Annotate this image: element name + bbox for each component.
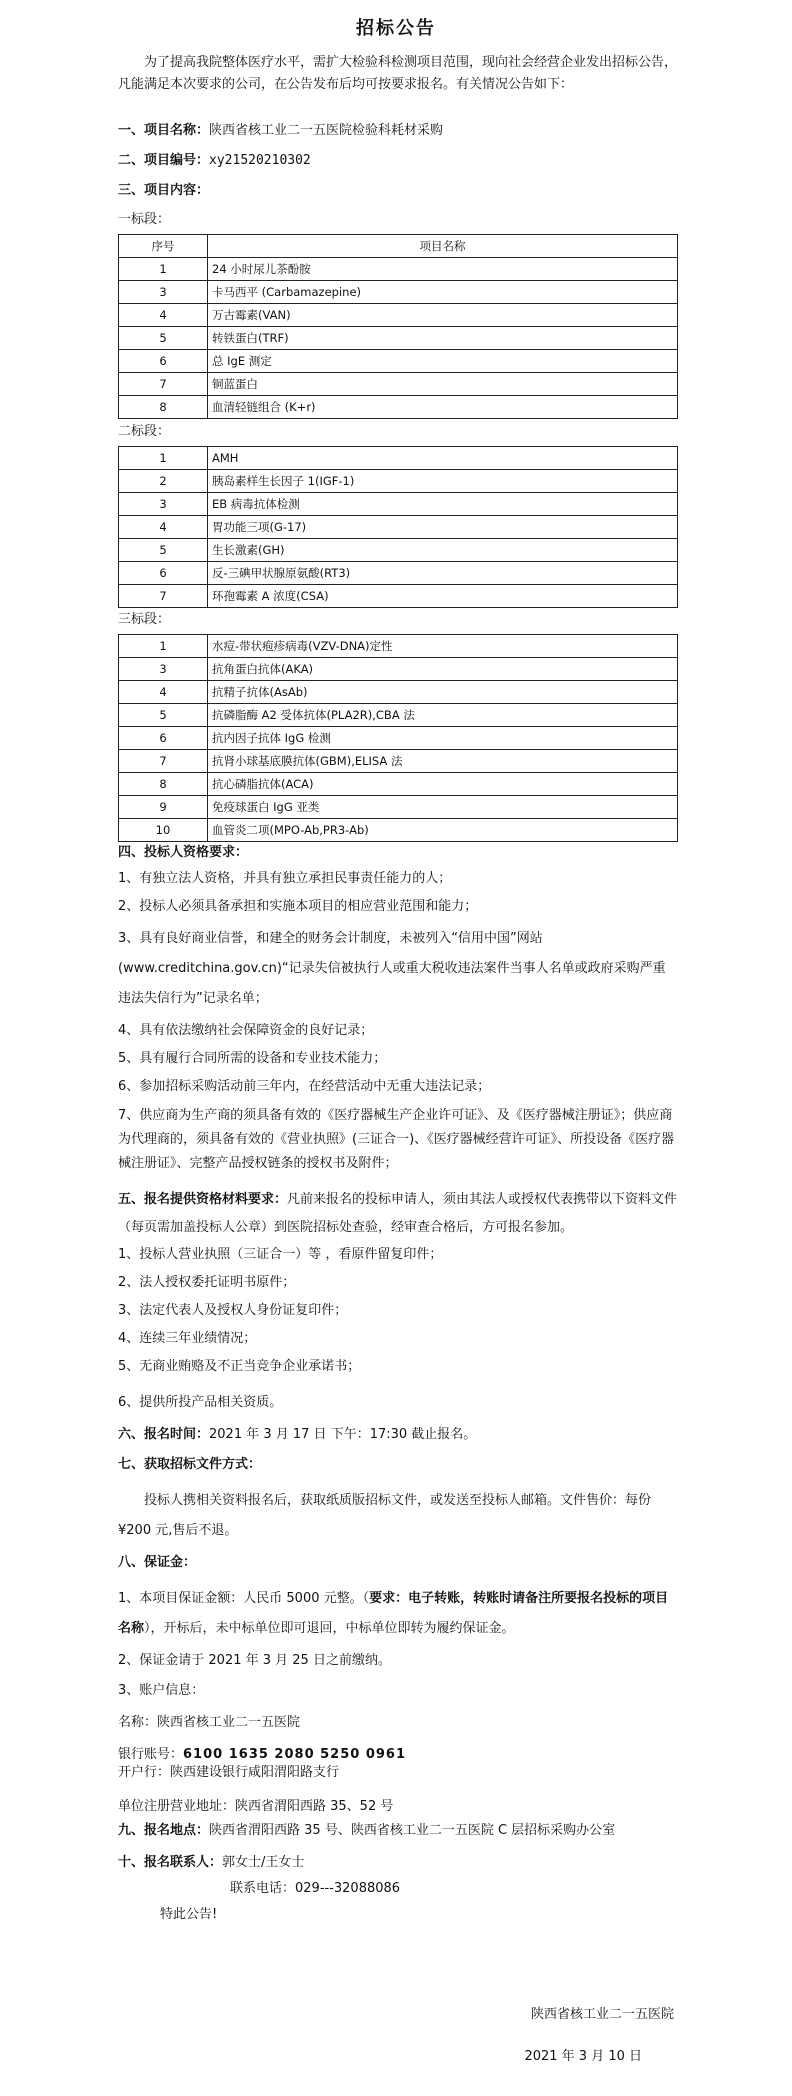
section-project-number: [118, 150, 678, 172]
material-item: 2、法人授权委托证明书原件；: [118, 1275, 296, 1290]
signer: 陕西省核工业二一五医院: [530, 2007, 674, 2022]
table-row: [119, 327, 678, 350]
row-name: 总 IgE 测定: [208, 350, 678, 373]
material-item: 5、无商业贿赂及不正当竞争企业承诺书；: [118, 1359, 361, 1374]
material-item: 1、投标人营业执照（三证合一）等 ，看原件留复印件；: [118, 1247, 443, 1262]
materials-text: 凡前来报名的投标申请人，须由其法人或授权代表携带以下资料文件（每页需加盖投标人公章）到医院招标处查验，经审查合格后，方可报名参加。: [118, 1192, 678, 1235]
lot2-table-wrap: [118, 446, 678, 608]
row-name: 免疫球蛋白 IgG 亚类: [208, 796, 678, 819]
row-name: AMH: [208, 447, 678, 470]
row-name: 抗肾小球基底膜抗体(GBM),ELISA 法: [208, 750, 678, 773]
material-item: 3、法定代表人及授权人身份证复印件；: [118, 1303, 348, 1318]
section-contact: [118, 1852, 678, 1874]
row-name: 转铁蛋白(TRF): [208, 327, 678, 350]
table-row: [119, 396, 678, 419]
row-name: 铜蓝蛋白: [208, 373, 678, 396]
lot1-table: [118, 234, 678, 419]
qualification-item: 3、具有良好商业信誉，和建全的财务会计制度，未被列入“信用中国”网站(www.creditchina.gov.cn)“记录失信被执行人或重大税收违法案件当事人名单或政府采购严重违法失信行为”记录名单；: [118, 931, 666, 1006]
section-registration-place: [118, 1820, 678, 1842]
closing-text: 特此公告!: [160, 1907, 218, 1922]
row-no: 5: [119, 539, 208, 562]
section-label: 六、报名时间：: [118, 1427, 210, 1442]
table-row: [119, 704, 678, 727]
table-row: [119, 658, 678, 681]
row-no: 3: [119, 493, 208, 516]
row-name: 血管炎二项(MPO-Ab,PR3-Ab): [208, 819, 678, 842]
row-name: 生长激素(GH): [208, 539, 678, 562]
section-registration-time: [118, 1424, 678, 1446]
table-row: [119, 681, 678, 704]
table-row: [119, 470, 678, 493]
qualification-item: 6、参加招标采购活动前三年内，在经营活动中无重大违法记录；: [118, 1079, 491, 1094]
table-row: [119, 796, 678, 819]
page-title: 招标公告: [356, 18, 436, 39]
row-no: 7: [119, 585, 208, 608]
qualification-item: 5、具有履行合同所需的设备和专业技术能力；: [118, 1051, 387, 1066]
table-row: [119, 819, 678, 842]
row-no: 8: [119, 773, 208, 796]
row-name: 血清轻链组合 (K+r): [208, 396, 678, 419]
material-item: 4、连续三年业绩情况；: [118, 1331, 257, 1346]
row-no: 7: [119, 750, 208, 773]
lot2-table: [118, 446, 678, 608]
row-no: 4: [119, 681, 208, 704]
table-row: [119, 373, 678, 396]
row-name: 胃功能三项(G-17): [208, 516, 678, 539]
row-no: 6: [119, 350, 208, 373]
deposit-item-2: 2、保证金请于 2021 年 3 月 25 日之前缴纳。: [118, 1653, 391, 1668]
table-row: [119, 585, 678, 608]
qualification-item: 7、供应商为生产商的须具备有效的《医疗器械生产企业许可证》、及《医疗器械注册证》；供应商为代理商的，须具备有效的《营业执照》(三证合一)、《医疗器械经营许可证》、所投设备《医疗器械注册证》、完整产品授权链条的授权书及附件；: [118, 1108, 675, 1171]
account-address: 单位注册营业地址：陕西省渭阳西路 35、52 号: [118, 1799, 394, 1814]
deposit-text-pre: 1、本项目保证金额：人民币 5000 元整。（: [118, 1591, 370, 1606]
row-no: 2: [119, 470, 208, 493]
row-name: 胰岛素样生长因子 1(IGF-1): [208, 470, 678, 493]
document-access-text: 投标人携相关资料报名后，获取纸质版招标文件，或发送至投标人邮箱。文件售价：每份¥200 元,售后不退。: [118, 1493, 652, 1538]
section-deposit: 八、保证金：: [118, 1555, 197, 1570]
table-row: [119, 727, 678, 750]
row-name: 环孢霉素 A 浓度(CSA): [208, 585, 678, 608]
header-name: 项目名称: [208, 235, 678, 258]
row-no: 8: [119, 396, 208, 419]
registration-place-value: 陕西省渭阳西路 35 号、陕西省核工业二一五医院 C 层招标采购办公室: [209, 1823, 616, 1838]
lot3-table: [118, 634, 678, 842]
section-qualifications: 四、投标人资格要求：: [118, 845, 249, 860]
account-bank: 开户行：陕西建设银行咸阳渭阳路支行: [118, 1765, 340, 1780]
row-no: 5: [119, 704, 208, 727]
account-name: 名称：陕西省核工业二一五医院: [118, 1715, 301, 1730]
intro-paragraph: 为了提高我院整体医疗水平，需扩大检验科检测项目范围，现向社会经营企业发出招标公告，凡能满足本次要求的公司，在公告发布后均可按要求报名。有关情况公告如下：: [118, 55, 678, 92]
row-name: 抗心磷脂抗体(ACA): [208, 773, 678, 796]
row-no: 1: [119, 258, 208, 281]
lot3-label: 三标段：: [118, 612, 171, 627]
row-no: 3: [119, 658, 208, 681]
row-no: 10: [119, 819, 208, 842]
row-no: 6: [119, 727, 208, 750]
row-no: 9: [119, 796, 208, 819]
qualification-item: 4、具有依法缴纳社会保障资金的良好记录；: [118, 1023, 374, 1038]
table-row: [119, 281, 678, 304]
row-name: 抗磷脂酶 A2 受体抗体(PLA2R),CBA 法: [208, 704, 678, 727]
section-label: 九、报名地点：: [118, 1823, 210, 1838]
table-row: [119, 773, 678, 796]
section-materials: [118, 1186, 678, 1242]
section-label: 十、报名联系人：: [118, 1855, 223, 1870]
section-label: 一、项目名称：: [118, 123, 210, 138]
section-label: 二、项目编号：: [118, 153, 210, 168]
section-document-access: 七、获取招标文件方式：: [118, 1457, 262, 1472]
row-name: 抗内因子抗体 IgG 检测: [208, 727, 678, 750]
contact-value: 郭女士/王女士: [222, 1855, 305, 1870]
account-number-value: 6100 1635 2080 5250 0961: [183, 1747, 407, 1762]
table-row: [119, 539, 678, 562]
row-name: 抗角蛋白抗体(AKA): [208, 658, 678, 681]
row-no: 7: [119, 373, 208, 396]
section-project-name: [118, 120, 678, 142]
table-row: [119, 635, 678, 658]
table-row: [119, 493, 678, 516]
deposit-text-post: ），开标后，未中标单位即可退回，中标单位即转为履约保证金。: [144, 1621, 515, 1636]
contact-phone: 联系电话：029---32088086: [230, 1881, 401, 1896]
table-row: [119, 350, 678, 373]
qualification-item: 1、有独立法人资格，并具有独立承担民事责任能力的人；: [118, 871, 452, 886]
table-row: [119, 447, 678, 470]
row-no: 4: [119, 516, 208, 539]
deposit-item-3: 3、账户信息：: [118, 1683, 205, 1698]
lot2-label: 二标段：: [118, 424, 171, 439]
account-number-label: 银行账号：: [118, 1747, 184, 1762]
lot1-label: 一标段：: [118, 212, 171, 227]
lot1-table-wrap: [118, 234, 678, 419]
row-no: 4: [119, 304, 208, 327]
table-row: [119, 258, 678, 281]
row-no: 5: [119, 327, 208, 350]
lot3-table-wrap: [118, 634, 678, 842]
row-name: EB 病毒抗体检测: [208, 493, 678, 516]
row-name: 万古霉素(VAN): [208, 304, 678, 327]
row-name: 卡马西平 (Carbamazepine): [208, 281, 678, 304]
deposit-requirement: 要求：电子转账，转账时请备注所要报名投标的项目名称: [118, 1591, 669, 1636]
table-row: [119, 304, 678, 327]
table-header-row: [119, 235, 678, 258]
header-no: 序号: [119, 235, 208, 258]
row-name: 抗精子抗体(AsAb): [208, 681, 678, 704]
registration-time-value: 2021 年 3 月 17 日 下午：17:30 截止报名。: [209, 1427, 477, 1442]
row-name: 水痘-带状疱疹病毒(VZV-DNA)定性: [208, 635, 678, 658]
table-row: [119, 750, 678, 773]
table-row: [119, 516, 678, 539]
project-name-value: 陕西省核工业二一五医院检验科耗材采购: [209, 123, 444, 138]
section-project-content: 三、项目内容：: [118, 183, 210, 198]
row-no: 1: [119, 447, 208, 470]
row-no: 6: [119, 562, 208, 585]
material-item: 6、提供所投产品相关资质。: [118, 1395, 283, 1410]
row-no: 3: [119, 281, 208, 304]
row-no: 1: [119, 635, 208, 658]
row-name: 反-三碘甲状腺原氨酸(RT3): [208, 562, 678, 585]
notice-date: 2021 年 3 月 10 日: [524, 2049, 642, 2064]
section-label: 五、报名提供资格材料要求：: [118, 1192, 288, 1207]
row-name: 24 小时尿儿茶酚胺: [208, 258, 678, 281]
project-number-value: xy21520210302: [209, 153, 311, 168]
table-row: [119, 562, 678, 585]
qualification-item: 2、投标人必须具备承担和实施本项目的相应营业范围和能力；: [118, 899, 478, 914]
deposit-item-1: [118, 1584, 678, 1644]
